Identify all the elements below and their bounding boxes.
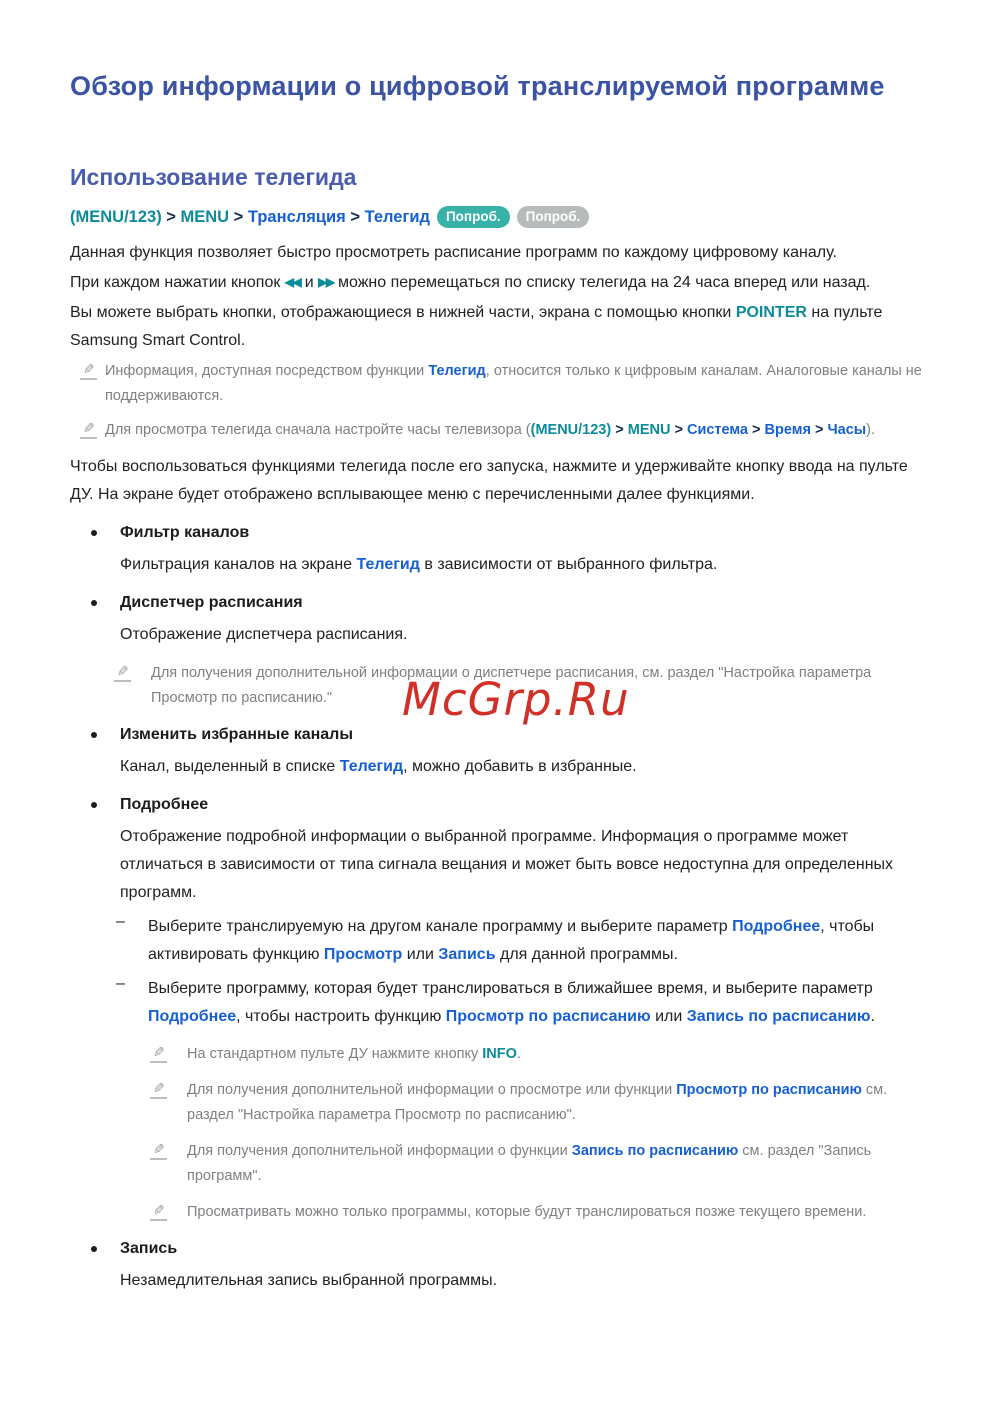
note-set-clock [80, 418, 930, 443]
text-segment: Канал, выделенный в списке [120, 758, 340, 775]
list-item-channel-filter [70, 521, 930, 579]
text-segment: ). [866, 422, 876, 438]
text-segment: Запись по расписанию [571, 1143, 739, 1159]
text-segment: INFO [482, 1046, 517, 1062]
text-segment: . [870, 1008, 875, 1025]
intro-paragraph-3 [70, 299, 930, 355]
text-segment: Просмотр [323, 946, 403, 963]
list-item-desc [120, 551, 930, 579]
list-item-desc [120, 1267, 930, 1295]
note-analog-channels [80, 359, 930, 409]
fast-forward-icon: ▶▶ [318, 275, 334, 289]
text-segment: и [300, 274, 319, 291]
text-segment: см. раздел "Запись программ". [187, 1143, 872, 1184]
list-item-edit-favorites [70, 723, 930, 781]
text-segment: Информация, доступная посредством функции [105, 363, 429, 379]
text-segment: > [810, 422, 828, 438]
text-segment: , чтобы настроить функцию [236, 1008, 446, 1025]
text-segment: Телегид [428, 363, 486, 379]
list-item-desc [120, 823, 930, 907]
try-now-badge: Попроб. [437, 206, 510, 228]
list-item-label: Изменить избранные каналы [120, 726, 353, 743]
pencil-icon: ✎ [150, 1081, 167, 1099]
pencil-icon: ✎ [150, 1045, 167, 1063]
breadcrumb-separator: > [229, 208, 248, 226]
dash-item-text [148, 975, 930, 1031]
text-segment: > [670, 422, 687, 438]
text-segment: Для просмотра телегида сначала настройте часы телевизора ( [105, 422, 531, 438]
text-segment: , можно добавить в избранные. [403, 758, 637, 775]
pencil-icon: ✎ [80, 362, 97, 380]
bullet-icon [91, 1246, 97, 1252]
list-item-details [70, 793, 930, 1225]
page-title: Обзор информации о цифровой транслируемой программе [70, 71, 885, 101]
dash-marker: – [116, 975, 125, 992]
text-segment: Телегид [356, 556, 420, 573]
breadcrumb [70, 205, 930, 229]
text-segment: > [748, 422, 765, 438]
breadcrumb-separator: > [161, 208, 181, 226]
text-segment: Вы можете выбрать кнопки, отображающиеся в нижней части, экрана с помощью кнопки [70, 304, 736, 321]
menu-key: MENU [180, 208, 230, 226]
text-segment: Для получения дополнительной информации о просмотре или функции [187, 1082, 677, 1098]
text-segment: Часы [827, 422, 867, 438]
breadcrumb-guide: Телегид [364, 208, 430, 226]
text-segment: можно перемещаться по списку телегида на 24 часа вперед или назад. [333, 274, 871, 291]
text-segment: Данная функция позволяет быстро просмотреть расписание программ по каждому цифровому каналу. [70, 244, 837, 261]
note-info-button [150, 1042, 930, 1067]
text-segment: Фильтрация каналов на экране [120, 556, 357, 573]
text-segment: в зависимости от выбранного фильтра. [419, 556, 718, 573]
watermark: McGrp.Ru [402, 673, 630, 726]
rewind-icon: ◀◀ [284, 275, 301, 289]
text-segment: > [611, 422, 628, 438]
list-item-label: Фильтр каналов [120, 524, 250, 541]
note-future-programs-only [150, 1200, 930, 1225]
text-segment: (MENU/123) [530, 422, 612, 438]
note-text [187, 1200, 930, 1225]
bullet-icon [91, 600, 97, 606]
text-segment: , чтобы активировать функцию [148, 918, 875, 963]
list-item-label: Запись [120, 1240, 178, 1257]
text-segment: Запись [438, 946, 496, 963]
text-segment: При каждом нажатии кнопок [70, 274, 285, 291]
try-now-badge-disabled: Попроб. [517, 206, 590, 228]
pencil-icon: ✎ [150, 1203, 167, 1221]
text-segment: Отображение подробной информации о выбранной программе. Информация о программе может отличаться в зависимости от типа сигнала вещания и может быть вовсе недоступна для определенных программ. [120, 828, 894, 901]
bullet-icon [91, 732, 97, 738]
text-segment: Подробнее [148, 1008, 237, 1025]
text-segment: для данной программы. [495, 946, 678, 963]
text-segment: Время [764, 422, 811, 438]
text-segment: или [402, 946, 439, 963]
list-item-desc [120, 753, 930, 781]
pencil-icon: ✎ [150, 1142, 167, 1160]
list-item-label: Диспетчер расписания [120, 594, 303, 611]
text-segment: или [650, 1008, 687, 1025]
bullet-icon [91, 530, 97, 536]
dash-item-upcoming-program [116, 975, 930, 1031]
text-segment: Выберите транслируемую на другом канале программу и выберите параметр [148, 918, 733, 935]
text-segment: Подробнее [732, 918, 821, 935]
dash-marker: – [116, 913, 125, 930]
text-segment: MENU [627, 422, 671, 438]
text-segment: на пульте Samsung Smart Control. [70, 304, 883, 349]
dash-item-current-program [116, 913, 930, 969]
menu123-key: (MENU/123) [70, 208, 162, 226]
note-schedule-viewing [150, 1078, 930, 1128]
pointer-key-label: POINTER [735, 304, 807, 321]
breadcrumb-separator: > [345, 208, 365, 226]
text-segment: Запись по расписанию [686, 1008, 871, 1025]
usage-paragraph [70, 453, 930, 509]
section-heading: Использование телегида [70, 164, 357, 190]
text-segment: Просматривать можно только программы, которые будут транслироваться позже текущего времени. [187, 1204, 867, 1220]
text-segment: Выберите программу, которая будет транслироваться в ближайшее время, и выберите параметр [148, 980, 873, 997]
text-segment: Просмотр по расписанию [445, 1008, 651, 1025]
dash-item-text [148, 913, 930, 969]
text-segment: , относится только к цифровым каналам. Аналоговые каналы не поддерживаются. [105, 363, 922, 404]
text-segment: . [516, 1046, 521, 1062]
note-text [187, 1078, 930, 1128]
text-segment: Незамедлительная запись выбранной программы. [120, 1272, 498, 1289]
note-schedule-recording [150, 1139, 930, 1189]
note-text [187, 1042, 930, 1067]
text-segment: Отображение диспетчера расписания. [120, 626, 408, 643]
bullet-icon [91, 802, 97, 808]
text-segment: Телегид [339, 758, 404, 775]
intro-paragraph-1 [70, 239, 930, 267]
text-segment: Система [686, 422, 748, 438]
text-segment: Чтобы воспользоваться функциями телегида после его запуска, нажмите и удерживайте кнопку ввода на пульте ДУ. На экране будет отображено всплывающее меню с перечисленными далее функциями. [70, 458, 908, 503]
intro-paragraph-2 [70, 269, 930, 297]
pencil-icon: ✎ [80, 421, 97, 439]
note-text [187, 1139, 930, 1189]
list-item-label: Подробнее [120, 796, 209, 813]
pencil-icon: ✎ [114, 664, 131, 682]
text-segment: Для получения дополнительной информации о функции [187, 1143, 572, 1159]
text-segment: На стандартном пульте ДУ нажмите кнопку [187, 1046, 483, 1062]
note-text [105, 359, 930, 409]
note-text [105, 418, 930, 443]
list-item-desc [120, 621, 930, 649]
text-segment: см. раздел "Настройка параметра Просмотр по расписанию". [187, 1082, 888, 1123]
text-segment: Для получения дополнительной информации о диспетчере расписания, см. раздел "Настройка параметра Просмотр по расписанию." [151, 665, 872, 706]
list-item-record [70, 1237, 930, 1295]
breadcrumb-broadcast: Трансляция [247, 208, 346, 226]
text-segment: Просмотр по расписанию [676, 1082, 862, 1098]
